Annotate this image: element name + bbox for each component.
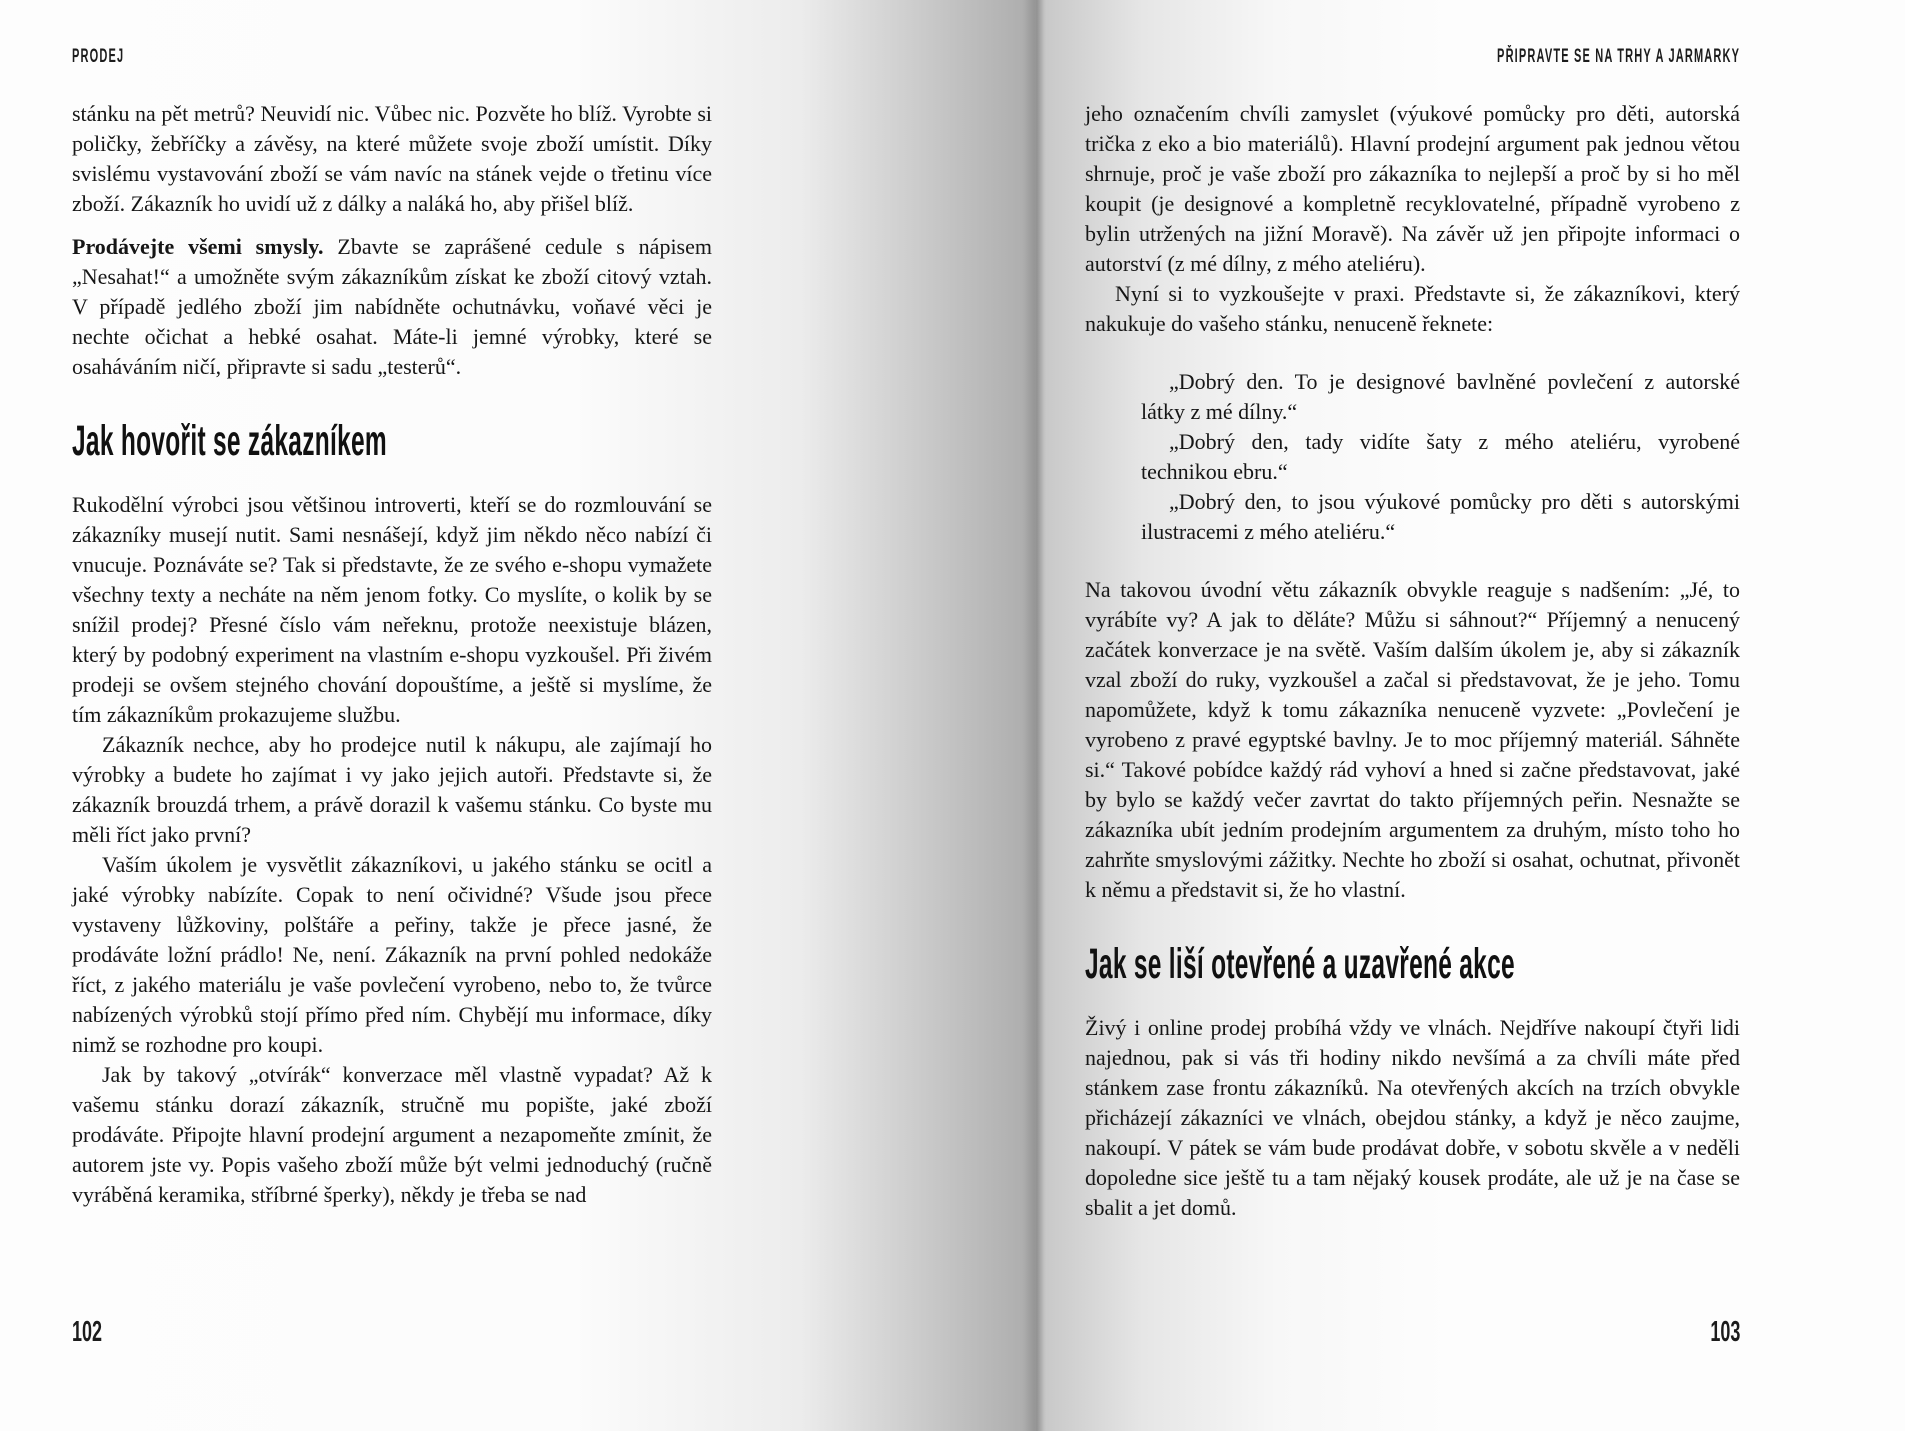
left-running-header: PRODEJ [72, 46, 125, 67]
section-heading-left: Jak hovořit se zákazníkem [72, 417, 388, 465]
left-page [72, 0, 712, 1431]
continuation-paragraph: stánku na pět metrů? Neuvidí nic. Vůbec nic. Pozvěte ho blíž. Vyrobte si poličky, žebříčky a závěsy, na které můžete svoje zboží umístit. Díky svislému vystavování zboží se vám navíc na stánek vejde o třetinu více zboží. Zákazník ho uvidí už z dálky a naláká ho, aby přišel blíž. [72, 101, 712, 216]
body-paragraph: Zákazník nechce, aby ho prodejce nutil k nákupu, ale zajímají ho výrobky a budete ho zajímat i vy jako jejich autoři. Představte si, že zákazník brouzdá trhem, a právě dorazil k vašemu stánku. Co byste mu měli říct jako první? [72, 732, 712, 847]
bold-lead-paragraph [72, 232, 712, 382]
bold-lead-in: Prodávejte všemi smysly. [72, 234, 324, 259]
sample-quote: „Dobrý den. To je designové bavlněné povlečení z autorské látky z mé dílny.“ [1141, 369, 1740, 424]
book-gutter-shadow [1022, 0, 1046, 1431]
right-text-column [1085, 99, 1740, 1223]
right-page [1085, 0, 1740, 1431]
body-paragraph: Rukodělní výrobci jsou většinou introverti, kteří se do rozmlouvání se zákazníky musejí nutit. Sami nesnášejí, když jim někdo něco nabízí či vnucuje. Poznáváte se? Tak si představte, že ze svého e-shopu vymažete všechny texty a necháte na něm jenom fotky. Co myslíte, o kolik by se snížil prodej? Přesné číslo vám neřeknu, protože neexistuje blázen, který by podobný experiment na vlastním e-shopu vyzkoušel. Při živém prodeji se ovšem stejného chování dopouštíme, a ještě si myslíme, že tím zákazníkům prokazujeme službu. [72, 492, 712, 727]
left-page-number: 102 [72, 1316, 103, 1348]
sample-quote: „Dobrý den, tady vidíte šaty z mého ateliéru, vyrobené technikou ebru.“ [1141, 429, 1740, 484]
sample-quotes-block [1141, 367, 1740, 547]
body-paragraph: Živý i online prodej probíhá vždy ve vlnách. Nejdříve nakoupí čtyři lidi najednou, pak si vás tři hodiny nikdo nevšímá a za chvíli máte před stánkem zase frontu zákazníků. Na otevřených akcích na trzích obvykle přicházejí zákazníci ve vlnách, obejdou stánky, a když je něco zaujme, nakoupí. V pátek se vám bude prodávat dobře, v sobotu skvěle a v neděli dopoledne sice ještě tu a tam nějaký kousek prodáte, ale už je na čase se sbalit a jet domů. [1085, 1015, 1740, 1220]
body-paragraph: Jak by takový „otvírák“ konverzace měl vlastně vypadat? Až k vašemu stánku dorazí zákazník, stručně mu popište, jaké zboží prodáváte. Připojte hlavní prodejní argument a nezapomeňte zmínit, že autorem jste vy. Popis vašeho zboží může být velmi jednoduchý (ručně vyráběná keramika, stříbrné šperky), někdy je třeba se nad [72, 1062, 712, 1207]
right-page-number: 103 [1709, 1316, 1740, 1348]
bold-lead-paragraph-text: Zbavte se zaprášené cedule s nápisem „Nesahat!“ a umožněte svým zákazníkům získat ke zboží citový vztah. V případě jedlého zboží jim nabídněte ochutnávku, voňavé věci je nechte očichat a hebké osahat. Máte-li jemné výrobky, které se osaháváním ničí, připravte si sadu „testerů“. [72, 234, 712, 379]
section-heading-right: Jak se liší otevřené a uzavřené akce [1085, 940, 1515, 988]
right-running-header: PŘIPRAVTE SE NA TRHY A JARMARKY [1496, 46, 1740, 67]
body-paragraph: Vaším úkolem je vysvětlit zákazníkovi, u jakého stánku se ocitl a jaké výrobky nabízíte. Copak to není očividné? Všude jsou přece vystaveny lůžkoviny, polštáře a peřiny, takže je přece jasné, že prodáváte ložní prádlo! Ne, není. Zákazník na první pohled nedokáže říct, z jakého materiálu je vaše povlečení vyrobeno, nebo to, že tvůrce nabízených výrobků stojí přímo před ním. Chybějí mu informace, díky nimž se rozhodne pro koupi. [72, 852, 712, 1057]
body-paragraph: Na takovou úvodní větu zákazník obvykle reaguje s nadšením: „Jé, to vyrábíte vy? A jak to děláte? Můžu si sáhnout?“ Příjemný a nenucený začátek konverzace je na světě. Vaším dalším úkolem je, aby si zákazník vzal zboží do ruky, vyzkoušel a začal si představovat, že je jeho. Tomu napomůžete, když k tomu zákazníka nenuceně vyzvete: „Povlečení je vyrobeno z pravé egyptské bavlny. Je to moc příjemný materiál. Sáhněte si.“ Takové pobídce každý rád vyhoví a hned si začne představovat, jaké by bylo se každý večer zavrtat do takto příjemných peřin. Nesnažte se zákazníka ubít jedním prodejním argumentem za druhým, místo toho ho zahrňte smyslovými zážitky. Nechte ho zboží si osahat, ochutnat, přivonět k němu a představit si, že ho vlastní. [1085, 577, 1740, 902]
left-text-column [72, 99, 712, 1210]
continuation-paragraph: jeho označením chvíli zamyslet (výukové pomůcky pro děti, autorská trička z eko a bio materiálů). Hlavní prodejní argument pak jednou větou shrnuje, proč je vaše zboží pro zákazníka to nejlepší a proč by si ho měl koupit (je designové a kompletně recyklovatelné, případně vyrobeno z bylin utržených na jižní Moravě). Na závěr už jen připojte informaci o autorství (z mé dílny, z mého ateliéru). [1085, 101, 1740, 276]
sample-quote: „Dobrý den, to jsou výukové pomůcky pro děti s autorskými ilustracemi z mého ateliéru.“ [1141, 489, 1740, 544]
body-paragraph: Nyní si to vyzkoušejte v praxi. Představte si, že zákazníkovi, který nakukuje do vašeho stánku, nenuceně řeknete: [1085, 281, 1740, 336]
